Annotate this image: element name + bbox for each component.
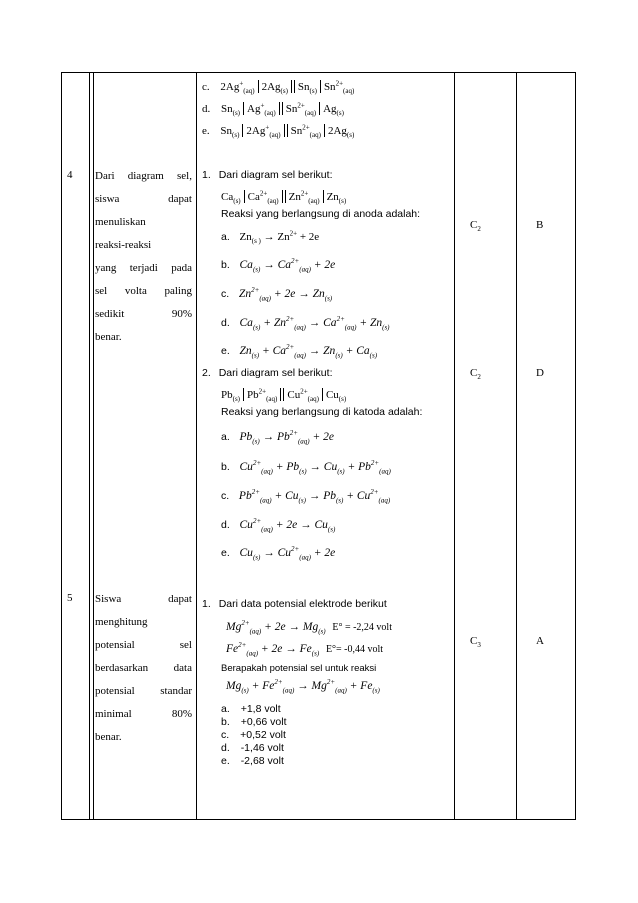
formula-superscript: 2+ (251, 488, 260, 497)
phase-boundary-bar (244, 190, 245, 203)
formula-superscript: 2+ (370, 459, 380, 468)
question-prompt: Reaksi yang berlangsung di katoda adalah: (221, 406, 423, 418)
option-letter: d. (202, 103, 211, 115)
formula-text: + 2e → Cu (272, 519, 328, 531)
formula-subscript: (aq) (308, 197, 320, 206)
indicator-line: berdasarkan data (95, 662, 192, 674)
formula-subscript: (aq) (378, 496, 391, 505)
formula-superscript: 2+ (302, 123, 310, 132)
formula-text: Sn (285, 103, 298, 115)
formula-superscript: 2+ (289, 429, 298, 438)
formula-superscript: 2+ (370, 488, 379, 497)
formula-subscript: (aq) (267, 197, 279, 206)
option-cell-notation (220, 123, 355, 140)
formula-text: Sn (221, 103, 233, 115)
answer-key: B (536, 219, 544, 231)
formula-subscript: (s) (369, 351, 378, 360)
option-letter: e. (202, 125, 210, 137)
formula-subscript: (s) (232, 109, 241, 118)
formula-subscript: (s) (232, 395, 241, 404)
formula-text: → Cu (260, 547, 291, 559)
formula-subscript: (aq) (343, 87, 355, 96)
formula-superscript: 2+ (300, 387, 308, 396)
formula-superscript: 2+ (291, 545, 300, 554)
option-letter: c. (202, 81, 210, 93)
indicator-line: potensial sel (95, 639, 192, 651)
formula-superscript: 2+ (300, 189, 309, 198)
indicator-line: benar. (95, 731, 122, 743)
formula-superscript: + (260, 101, 265, 110)
formula-text: 2Ag (261, 81, 281, 93)
formula-text: Ca (239, 317, 253, 329)
formula-subscript: (aq) (261, 525, 273, 534)
formula-superscript: 2+ (258, 387, 267, 396)
formula-text: 2Ag (220, 81, 240, 93)
formula-subscript: (s) (335, 351, 343, 360)
answer-option: c. +0,52 volt (221, 729, 286, 741)
formula-text: + 2e → Mg (261, 621, 319, 633)
phase-boundary-bar (323, 190, 324, 203)
formula-superscript: 2+ (241, 619, 250, 628)
formula-subscript: (aq) (307, 395, 319, 404)
formula-text: + 2e (297, 231, 320, 243)
salt-bridge-bar (282, 190, 286, 203)
formula-subscript: (aq) (294, 351, 306, 360)
formula-subscript: (aq) (249, 627, 262, 636)
indicator-line: Siswa dapat (95, 593, 192, 605)
formula-text: Zn (239, 231, 252, 243)
question-stem: 1. Dari data potensial elektrode berikut (202, 598, 387, 610)
formula-subscript: (s) (232, 131, 240, 140)
formula-text: Cu (239, 519, 253, 531)
question-stem: 1. Dari diagram sel berikut: (202, 169, 333, 181)
formula-text: Sn (290, 125, 303, 137)
formula-subscript: (aq) (297, 437, 310, 446)
formula-subscript: (aq) (243, 87, 255, 96)
formula-subscript: (aq) (259, 496, 272, 505)
target-reaction (226, 678, 380, 695)
option-row (202, 123, 355, 140)
formula-text: Pb (239, 431, 253, 443)
answer-option: b. $Ca_{(s)} \to Ca^{2+}_{(aq)} + 2e$ (221, 257, 336, 274)
formula-text: Sn (297, 81, 310, 93)
formula-subscript: (s) (338, 197, 347, 206)
formula-superscript: 2+ (259, 189, 268, 198)
answer-option: a. +1,8 volt (221, 703, 281, 715)
formula-text: Fe (226, 643, 239, 655)
formula-text: Zn (288, 191, 301, 203)
formula-subscript: (aq) (299, 265, 311, 274)
formula-subscript: (s) (252, 437, 260, 446)
formula-subscript: (s) (382, 323, 390, 332)
formula-subscript: (s ) (251, 237, 261, 246)
formula-text: Cu (239, 547, 253, 559)
formula-subscript: (s) (338, 395, 347, 404)
indicator-line: sel volta paling (95, 285, 192, 297)
formula-text: + Fe (346, 680, 373, 692)
indicator-line: menuliskan (95, 216, 146, 228)
formula-text: + Ca (259, 345, 286, 357)
cognitive-level: $C_2$ (470, 367, 481, 382)
formula-text: + Pb (344, 461, 371, 473)
formula-subscript: (aq) (246, 649, 259, 658)
formula-subscript: (s) (241, 686, 249, 695)
phase-boundary-bar (324, 124, 325, 137)
salt-bridge-bar (280, 388, 284, 401)
formula-subscript: (s) (327, 525, 336, 534)
question-prompt: Berapakah potensial sel untuk reaksi (221, 663, 377, 674)
formula-text: 2Ag (246, 125, 266, 137)
answer-option: a. $Zn_{(s )} \to Zn^{2+} + 2e$ (221, 229, 320, 246)
cognitive-level: $C_2$ (470, 219, 481, 234)
option-cell-notation (220, 79, 355, 96)
row-number: 5 (67, 592, 73, 604)
formula-subscript: (s) (252, 323, 261, 332)
formula-text: + Pb (272, 461, 300, 473)
formula-text: + 2e (310, 547, 336, 559)
phase-boundary-bar (319, 102, 320, 115)
column-divider-number (89, 72, 90, 820)
answer-option: c. $Pb^{2+}_{(aq)} + Cu_{(s)} \to Pb_{(s)} + Cu^{2+}_{(aq)}$ (221, 488, 391, 505)
formula-text: 2Ag (327, 125, 347, 137)
answer-option: c. $Zn^{2+}_{(aq)} + 2e \to Zn_{(s)}$ (221, 286, 333, 303)
formula-superscript: 2+ (297, 101, 305, 110)
formula-text: Ca (239, 259, 253, 271)
given-half-reaction: $Mg^{2+}_{(aq)} + 2e \to Mg_{(s)}$ E° = -2,24 volt (226, 619, 392, 636)
formula-subscript: (aq) (261, 467, 273, 476)
formula-text: Pb (238, 490, 252, 502)
formula-text: → Zn (305, 345, 336, 357)
formula-superscript: 2+ (238, 641, 247, 650)
formula-text: + Fe (248, 680, 275, 692)
formula-subscript: (aq) (299, 553, 311, 562)
answer-key: A (536, 635, 544, 647)
formula-superscript: 2+ (274, 678, 283, 687)
option-row (202, 101, 344, 118)
formula-subscript: (aq) (259, 294, 271, 303)
indicator-line: reaksi-reaksi (95, 239, 152, 251)
formula-superscript: 2+ (291, 257, 300, 266)
option-row (202, 79, 355, 96)
row-number: 4 (67, 169, 73, 181)
indicator-line: siswa dapat (95, 193, 192, 205)
answer-option: d. -1,46 volt (221, 742, 284, 754)
indicator-line: minimal 80% (95, 708, 192, 720)
formula-text: Pb (221, 389, 233, 401)
formula-subscript: (s) (252, 265, 261, 274)
formula-text: + Cu (271, 490, 299, 502)
answer-option: d. $Cu^{2+}_{(aq)} + 2e \to Cu_{(s)}$ (221, 517, 336, 534)
formula-superscript: 2+ (285, 315, 295, 324)
salt-bridge-bar (291, 80, 295, 93)
formula-text: Zn (238, 288, 252, 300)
formula-subscript: (s) (298, 496, 306, 505)
formula-superscript: 2+ (252, 517, 262, 526)
option-cell-notation (221, 101, 344, 118)
formula-superscript: 2+ (326, 678, 336, 687)
answer-option: b. +0,66 volt (221, 716, 287, 728)
formula-text: + 2e (310, 259, 336, 271)
answer-option: b. $Cu^{2+}_{(aq)} + Pb_{(s)} \to Cu_{(s)} + Pb^{2+}_{(aq)}$ (221, 459, 391, 476)
formula-subscript: (s) (346, 131, 355, 140)
formula-subscript: (s) (280, 87, 288, 96)
answer-option: d. $Ca_{(s)} + Zn^{2+}_{(aq)} \to Ca^{2+}_{(aq)} + Zn_{(s)}$ (221, 315, 390, 332)
formula-text: → Ca (305, 317, 337, 329)
formula-text: → Zn (260, 231, 290, 243)
phase-boundary-bar (258, 80, 259, 93)
formula-text: → Mg (294, 680, 327, 692)
indicator-line: menghitung (95, 616, 148, 628)
formula-subscript: (aq) (282, 686, 295, 695)
answer-option: e. -2,68 volt (221, 755, 284, 767)
answer-option: e. $Zn_{(s)} + Ca^{2+}_{(aq)} \to Zn_{(s)} + Ca_{(s)}$ (221, 343, 378, 360)
formula-subscript: (aq) (266, 395, 278, 404)
formula-subscript: (s) (318, 627, 326, 636)
given-half-reaction: $Fe^{2+}_{(aq)} + 2e \to Fe_{(s)}$ E°= -0,44 volt (226, 641, 384, 658)
formula-text: → Pb (259, 431, 290, 443)
formula-subscript: (aq) (335, 686, 347, 695)
formula-subscript: (s) (336, 109, 344, 118)
formula-subscript: (aq) (344, 323, 357, 332)
formula-subscript: (aq) (264, 109, 276, 118)
formula-superscript: 2+ (289, 229, 298, 238)
formula-text: Cu (239, 461, 253, 473)
formula-text: → Ca (260, 259, 291, 271)
formula-subscript: (s) (335, 496, 344, 505)
answer-option: e. $Cu_{(s)} \to Cu^{2+}_{(aq)} + 2e$ (221, 545, 336, 562)
formula-superscript: + (239, 79, 244, 88)
formula-subscript: (aq) (304, 109, 317, 118)
formula-text: → Pb (305, 490, 336, 502)
formula-subscript: (s) (251, 351, 260, 360)
formula-subscript: (aq) (294, 323, 306, 332)
column-divider-question (454, 72, 455, 820)
salt-bridge-bar (284, 124, 288, 137)
formula-text: Mg (226, 621, 242, 633)
indicator-line: yang terjadi pada (95, 262, 192, 274)
formula-subscript: (aq) (379, 467, 391, 476)
formula-text: + Ca (342, 345, 370, 357)
formula-text: + 2e → Fe (258, 643, 312, 655)
formula-subscript: (s) (337, 467, 345, 476)
formula-superscript: 2+ (335, 79, 344, 88)
formula-superscript: 2+ (252, 459, 262, 468)
formula-superscript: 2+ (286, 343, 295, 352)
phase-boundary-bar (320, 80, 321, 93)
answer-option: a. $Pb_{(s)} \to Pb^{2+}_{(aq)} + 2e$ (221, 429, 334, 446)
question-prompt: Reaksi yang berlangsung di anoda adalah: (221, 208, 421, 220)
indicator-line: Dari diagram sel, (95, 170, 192, 182)
formula-subscript: (s) (324, 294, 333, 303)
formula-text: + 2e → Zn (270, 288, 325, 300)
indicator-line: benar. (95, 331, 122, 343)
formula-text: Ca (221, 191, 234, 203)
formula-subscript: (aq) (309, 131, 321, 140)
formula-superscript: + (265, 123, 270, 132)
formula-subscript: (s) (309, 87, 317, 96)
cell-diagram (221, 387, 347, 404)
formula-text: Cu (287, 389, 301, 401)
phase-boundary-bar (243, 388, 244, 401)
column-divider-level (516, 72, 517, 820)
column-divider-number-double (93, 72, 94, 820)
salt-bridge-bar (279, 102, 283, 115)
formula-text: + Cu (343, 490, 371, 502)
formula-text: + Zn (260, 317, 286, 329)
answer-key: D (536, 367, 544, 379)
formula-text: Mg (226, 680, 242, 692)
formula-text: Sn (323, 81, 336, 93)
question-stem: 2. Dari diagram sel berikut: (202, 367, 333, 379)
formula-subscript: (s) (252, 553, 261, 562)
formula-text: + 2e (309, 431, 334, 443)
formula-text: Ag (323, 103, 337, 115)
formula-subscript: (aq) (269, 131, 281, 140)
formula-text: Ca (247, 191, 260, 203)
formula-text: Zn (326, 191, 339, 203)
indicator-line: potensial standar (95, 685, 192, 697)
formula-superscript: 2+ (336, 315, 345, 324)
formula-subscript: (s) (299, 467, 307, 476)
cell-diagram (221, 189, 347, 206)
formula-text: Pb (247, 389, 259, 401)
indicator-line: sedikit 90% (95, 308, 192, 320)
column-divider-indicator (196, 72, 197, 820)
formula-text: Sn (220, 125, 233, 137)
formula-subscript: (s) (233, 197, 241, 206)
formula-superscript: 2+ (251, 286, 260, 295)
phase-boundary-bar (322, 388, 323, 401)
formula-text: Zn (239, 345, 252, 357)
formula-text: Cu (325, 389, 339, 401)
cognitive-level: $C_3$ (470, 635, 481, 650)
formula-text: + Zn (356, 317, 383, 329)
formula-text: → Cu (306, 461, 338, 473)
phase-boundary-bar (242, 124, 243, 137)
formula-text: Ag (247, 103, 261, 115)
formula-subscript: (s) (372, 686, 380, 695)
formula-subscript: (s) (311, 649, 320, 658)
phase-boundary-bar (243, 102, 244, 115)
